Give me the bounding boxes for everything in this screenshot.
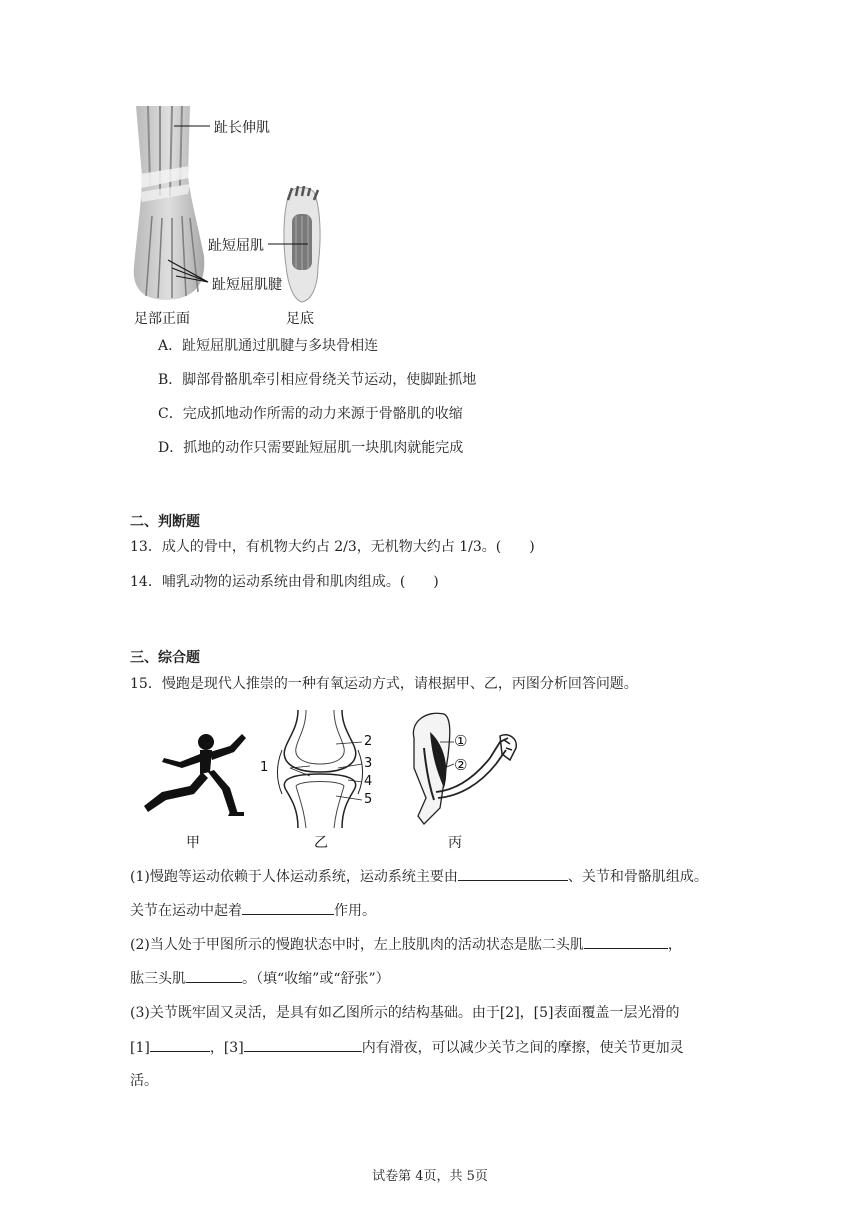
option-b: B．脚部骨骼肌牵引相应骨绕关节运动，使脚趾抓地	[158, 372, 477, 388]
answer-blank-5[interactable]	[150, 1037, 210, 1052]
caption-sole: 足底	[286, 311, 314, 327]
page-footer: 试卷第 4页，共 5页	[372, 1169, 488, 1184]
joint-number-5: 5	[364, 792, 373, 807]
caption-foot-front: 足部正面	[134, 311, 190, 327]
answer-blank-2[interactable]	[242, 900, 334, 915]
q15-part3-line2: [1] ，[3] 内有滑夜，可以减少关节之间的摩擦，使关节更加灵	[130, 1037, 684, 1058]
section2-title: 二、判断题	[130, 514, 200, 530]
joint-number-1: 1	[260, 760, 269, 775]
label-flexor: 趾短屈肌	[208, 238, 264, 254]
q15-part3-line3: 活。	[130, 1073, 158, 1089]
arm-label-1: ①	[454, 732, 468, 750]
section3-title: 三、综合题	[130, 650, 200, 666]
answer-blank-4[interactable]	[186, 968, 242, 983]
option-d: D．抓地的动作只需要趾短屈肌一块肌肉就能完成	[158, 440, 464, 456]
q15-part3-line1: (3)关节既牢固又灵活，是具有如乙图所示的结构基础。由于[2]，[5]表面覆盖一层光滑的	[130, 1005, 680, 1021]
q15-part1-line2: 关节在运动中起着 作用。	[130, 900, 376, 921]
option-a: A．趾短屈肌通过肌腱与多块骨相连	[158, 338, 379, 354]
question-13: 13．成人的骨中，有机物大约占 2/3，无机物大约占 1/3。( )	[130, 539, 535, 555]
answer-blank-6[interactable]	[244, 1037, 362, 1052]
arm-label-2: ②	[454, 756, 468, 774]
label-leader-lines	[128, 106, 328, 328]
joint-number-2: 2	[364, 734, 373, 749]
label-extensor: 趾长伸肌	[214, 120, 270, 136]
joint-diagram	[276, 710, 366, 828]
caption-yi: 乙	[314, 835, 328, 851]
caption-jia: 甲	[186, 835, 200, 851]
q15-figure	[128, 706, 528, 852]
caption-bing: 丙	[448, 835, 462, 851]
joint-number-4: 4	[364, 774, 373, 789]
label-tendon: 趾短屈肌腱	[212, 277, 282, 293]
joint-number-3: 3	[364, 756, 373, 771]
runner-silhouette	[134, 732, 254, 818]
q15-part2-line1: (2)当人处于甲图所示的慢跑状态中时，左上肢肌肉的活动状态是肱二头肌 ，	[130, 934, 682, 955]
option-c: C．完成抓地动作所需的动力来源于骨骼肌的收缩	[158, 406, 463, 422]
q15-part2-line2: 肱三头肌 。（填“收缩”或“舒张”）	[130, 968, 390, 989]
question-15-stem: 15．慢跑是现代人推崇的一种有氧运动方式，请根据甲、乙，丙图分析回答问题。	[130, 676, 638, 692]
answer-blank-1[interactable]	[458, 866, 568, 881]
question-14: 14．哺乳动物的运动系统由骨和肌肉组成。( )	[130, 574, 439, 590]
q15-part1-line1: (1)慢跑等运动依赖于人体运动系统，运动系统主要由 、关节和骨骼肌组成。	[130, 866, 708, 887]
answer-blank-3[interactable]	[584, 934, 668, 949]
foot-figure	[128, 106, 328, 328]
